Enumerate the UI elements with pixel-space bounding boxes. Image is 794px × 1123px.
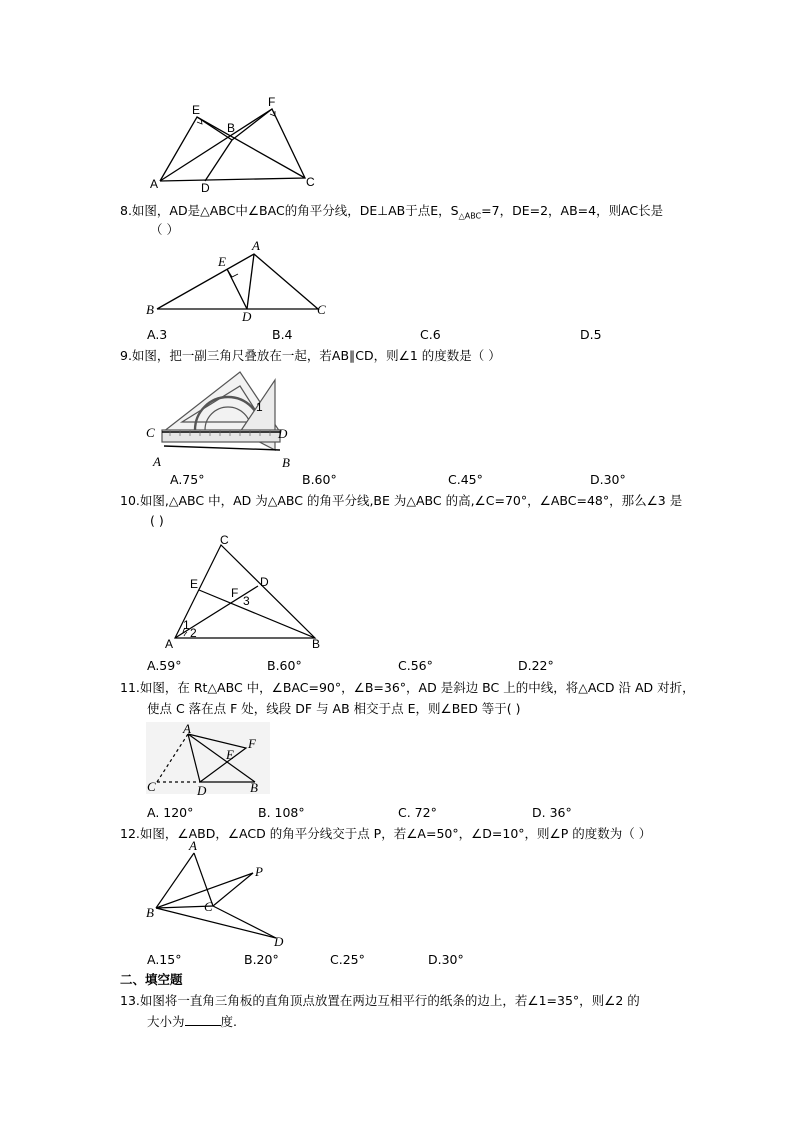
q8-label-a: A [252, 238, 260, 253]
q9-option-d[interactable]: D.30° [590, 472, 626, 487]
q10-label-b: B [312, 637, 321, 651]
q12-stem: 12.如图，∠ABD，∠ACD 的角平分线交于点 P，若∠A=50°，∠D=10°，则∠P 的度数为（ ） [120, 826, 652, 841]
q9-option-b[interactable]: B.60° [302, 472, 337, 487]
q10-option-b[interactable]: B.60° [267, 658, 302, 673]
q10-label-c: C [220, 533, 229, 547]
q9-option-c[interactable]: C.45° [448, 472, 483, 487]
q8-paren: （ ） [150, 222, 179, 237]
q8-stem-part-b: =7，DE=2，AB=4，则AC长是 [481, 203, 664, 218]
q10-label-d: D [260, 575, 269, 589]
q11-label-e: E [226, 747, 234, 762]
q11-label-c: C [147, 779, 156, 794]
q10-option-c[interactable]: C.56° [398, 658, 433, 673]
q8-option-b[interactable]: B.4 [272, 327, 293, 342]
q12-label-b: B [146, 905, 154, 920]
q12-label-c: C [204, 899, 213, 914]
q9-label-a: A [153, 454, 161, 469]
q11-option-a[interactable]: A. 120° [147, 805, 194, 820]
q8-label-c: C [317, 302, 326, 317]
q10-option-a[interactable]: A.59° [147, 658, 182, 673]
q13-stem-line1: 13.如图将一直角三角板的直角顶点放置在两边互相平行的纸条的边上，若∠1=35°，则∠2 的 [120, 993, 640, 1008]
q8-option-c[interactable]: C.6 [420, 327, 441, 342]
q12-label-a: A [189, 838, 197, 853]
fig-top-label-a: A [150, 177, 159, 191]
q11-label-f: F [248, 736, 256, 751]
q11-option-c[interactable]: C. 72° [398, 805, 437, 820]
section-heading: 二、填空题 [120, 972, 183, 987]
q12-label-p: P [255, 864, 263, 879]
q9-stem: 9.如图，把一副三角尺叠放在一起，若AB∥CD，则∠1 的度数是（ ） [120, 348, 501, 363]
q10-stem: 10.如图,△ABC 中，AD 为△ABC 的角平分线,BE 为△ABC 的高,∠C=70°，∠ABC=48°，那么∠3 是 [120, 493, 683, 508]
q10-option-d[interactable]: D.22° [518, 658, 554, 673]
q8-option-d[interactable]: D.5 [580, 327, 602, 342]
q9-option-a[interactable]: A.75° [170, 472, 205, 487]
q11-label-a: A [183, 721, 191, 736]
fig-top-label-d: D [201, 181, 210, 195]
q8-label-d: D [242, 309, 252, 324]
q10-paren: ( ) [150, 513, 164, 528]
fig-top-label-c: C [306, 175, 315, 189]
q9-label-b: B [282, 455, 290, 470]
q9-label-1: 1 [256, 400, 263, 414]
q10-label-f: F [231, 586, 239, 600]
q10-label-1: 1 [183, 618, 190, 632]
q12-option-d[interactable]: D.30° [428, 952, 464, 967]
fig-top-label-b: B [227, 121, 236, 135]
q12-label-d: D [274, 934, 284, 949]
q12-option-b[interactable]: B.20° [244, 952, 279, 967]
q9-label-c: C [146, 425, 155, 440]
q13-answer-blank[interactable] [185, 1013, 221, 1026]
q9-label-d: D [278, 426, 288, 441]
q10-label-a: A [165, 637, 174, 651]
q8-stem-sub: △ABC [458, 211, 482, 221]
fig-top-label-e: E [192, 103, 201, 117]
q10-label-2: 2 [190, 626, 197, 640]
q11-label-d: D [197, 783, 207, 798]
q13-stem-line2 [147, 1013, 237, 1030]
q8-stem-part-a: 8.如图，AD是△ABC中∠BAC的角平分线，DE⊥AB于点E，S [120, 203, 459, 218]
q11-option-b[interactable]: B. 108° [258, 805, 305, 820]
q8-label-e: E [218, 254, 226, 269]
q13-prefix: 大小为 [147, 1014, 185, 1029]
fig-top-label-f: F [268, 95, 276, 109]
q10-label-e: E [190, 577, 199, 591]
q13-suffix: 度. [220, 1014, 237, 1029]
q12-option-c[interactable]: C.25° [330, 952, 365, 967]
q8-option-a[interactable]: A.3 [147, 327, 168, 342]
q11-label-b: B [250, 780, 258, 795]
q8-label-b: B [146, 302, 154, 317]
q12-option-a[interactable]: A.15° [147, 952, 182, 967]
q11-stem-line2: 使点 C 落在点 F 处，线段 DF 与 AB 相交于点 E，则∠BED 等于( ) [147, 701, 521, 716]
q11-option-d[interactable]: D. 36° [532, 805, 572, 820]
q10-label-3: 3 [243, 594, 250, 608]
q11-stem-line1: 11.如图，在 Rt△ABC 中，∠BAC=90°，∠B=36°，AD 是斜边 BC 上的中线，将△ACD 沿 AD 对折， [120, 680, 695, 695]
